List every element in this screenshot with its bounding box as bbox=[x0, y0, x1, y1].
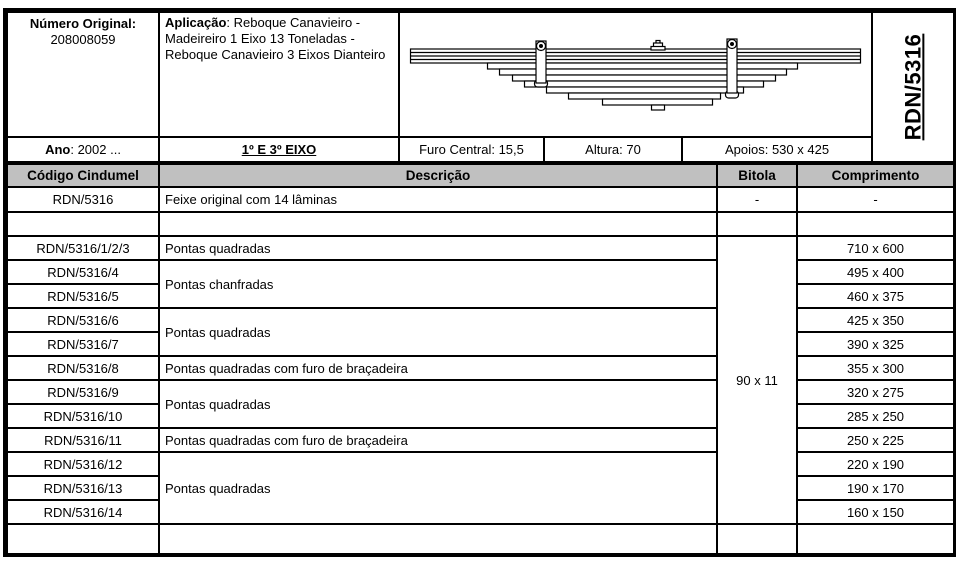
table-row bbox=[7, 260, 954, 284]
comprimento-cell: 355 x 300 bbox=[797, 356, 954, 380]
codigo-cell: RDN/5316/8 bbox=[7, 356, 159, 380]
comprimento-cell: 160 x 150 bbox=[797, 500, 954, 524]
codigo-cell: RDN/5316/5 bbox=[7, 284, 159, 308]
comprimento-cell bbox=[797, 524, 954, 554]
bitola-cell bbox=[717, 524, 797, 554]
comprimento-cell: 285 x 250 bbox=[797, 404, 954, 428]
descricao-cell: Pontas chanfradas bbox=[159, 260, 717, 308]
comprimento-cell: 390 x 325 bbox=[797, 332, 954, 356]
table-row-empty bbox=[7, 212, 954, 236]
codigo-cell: RDN/5316/6 bbox=[7, 308, 159, 332]
catalog-sheet bbox=[3, 8, 956, 557]
table-row bbox=[7, 187, 954, 212]
supports-cell: Apoios: 530 x 425 bbox=[682, 137, 872, 162]
codigo-cell bbox=[7, 212, 159, 236]
codigo-cell: RDN/5316 bbox=[7, 187, 159, 212]
codigo-cell: RDN/5316/12 bbox=[7, 452, 159, 476]
table-row-empty bbox=[7, 524, 954, 554]
original-number-value: 208008059 bbox=[50, 32, 116, 48]
table-row bbox=[7, 356, 954, 380]
codigo-cell: RDN/5316/14 bbox=[7, 500, 159, 524]
descricao-cell: Feixe original com 14 lâminas bbox=[159, 187, 717, 212]
codigo-cell: RDN/5316/1/2/3 bbox=[7, 236, 159, 260]
comprimento-cell: - bbox=[797, 187, 954, 212]
comprimento-cell: 710 x 600 bbox=[797, 236, 954, 260]
table-row bbox=[7, 236, 954, 260]
table-row bbox=[7, 452, 954, 476]
original-number-label: Número Original: bbox=[29, 16, 137, 31]
bitola-cell: - bbox=[717, 187, 797, 212]
table-row bbox=[7, 428, 954, 452]
table-header-row bbox=[7, 164, 954, 187]
center-hole-cell: Furo Central: 15,5 bbox=[399, 137, 544, 162]
comprimento-cell: 320 x 275 bbox=[797, 380, 954, 404]
year-cell bbox=[7, 137, 159, 162]
height-cell: Altura: 70 bbox=[544, 137, 682, 162]
drawing-cell bbox=[399, 12, 872, 137]
descricao-cell: Pontas quadradas com furo de braçadeira bbox=[159, 356, 717, 380]
bitola-group-cell: 90 x 11 bbox=[717, 236, 797, 524]
col-header-bitola: Bitola bbox=[717, 164, 797, 187]
header-section bbox=[6, 11, 955, 163]
codigo-cell: RDN/5316/7 bbox=[7, 332, 159, 356]
comprimento-cell: 425 x 350 bbox=[797, 308, 954, 332]
application-label: Aplicação bbox=[165, 15, 227, 30]
parts-table bbox=[6, 163, 955, 555]
col-header-descricao: Descrição bbox=[159, 164, 717, 187]
comprimento-cell: 495 x 400 bbox=[797, 260, 954, 284]
col-header-codigo: Código Cindumel bbox=[7, 164, 159, 187]
codigo-cell: RDN/5316/10 bbox=[7, 404, 159, 428]
descricao-cell: Pontas quadradas bbox=[159, 452, 717, 524]
codigo-cell: RDN/5316/13 bbox=[7, 476, 159, 500]
original-number-cell bbox=[7, 12, 159, 137]
bitola-cell bbox=[717, 212, 797, 236]
comprimento-cell: 190 x 170 bbox=[797, 476, 954, 500]
codigo-cell: RDN/5316/9 bbox=[7, 380, 159, 404]
code-strip bbox=[873, 14, 953, 160]
codigo-cell bbox=[7, 524, 159, 554]
comprimento-cell: 220 x 190 bbox=[797, 452, 954, 476]
application-text: : Reboque Canavieiro - Madeireiro 1 Eixo 13 Toneladas - Reboque Canavieiro 3 Eixos Dianteiro bbox=[165, 15, 386, 62]
descricao-cell: Pontas quadradas bbox=[159, 308, 717, 356]
comprimento-cell: 460 x 375 bbox=[797, 284, 954, 308]
application-cell bbox=[159, 12, 399, 137]
descricao-cell: Pontas quadradas bbox=[159, 380, 717, 428]
descricao-cell bbox=[159, 212, 717, 236]
descricao-cell: Pontas quadradas com furo de braçadeira bbox=[159, 428, 717, 452]
col-header-comprimento: Comprimento bbox=[797, 164, 954, 187]
codigo-cell: RDN/5316/11 bbox=[7, 428, 159, 452]
axle-cell: 1º E 3º EIXO bbox=[159, 137, 399, 162]
catalog-code-vertical: RDN/5316 bbox=[900, 33, 926, 141]
descricao-cell: Pontas quadradas bbox=[159, 236, 717, 260]
year-label: Ano bbox=[45, 142, 71, 157]
descricao-cell bbox=[159, 524, 717, 554]
codigo-cell: RDN/5316/4 bbox=[7, 260, 159, 284]
year-value: : 2002 ... bbox=[70, 142, 121, 157]
comprimento-cell bbox=[797, 212, 954, 236]
table-row bbox=[7, 308, 954, 332]
comprimento-cell: 250 x 225 bbox=[797, 428, 954, 452]
code-strip-cell bbox=[872, 12, 954, 162]
table-row bbox=[7, 380, 954, 404]
leaf-spring-diagram bbox=[400, 13, 871, 136]
